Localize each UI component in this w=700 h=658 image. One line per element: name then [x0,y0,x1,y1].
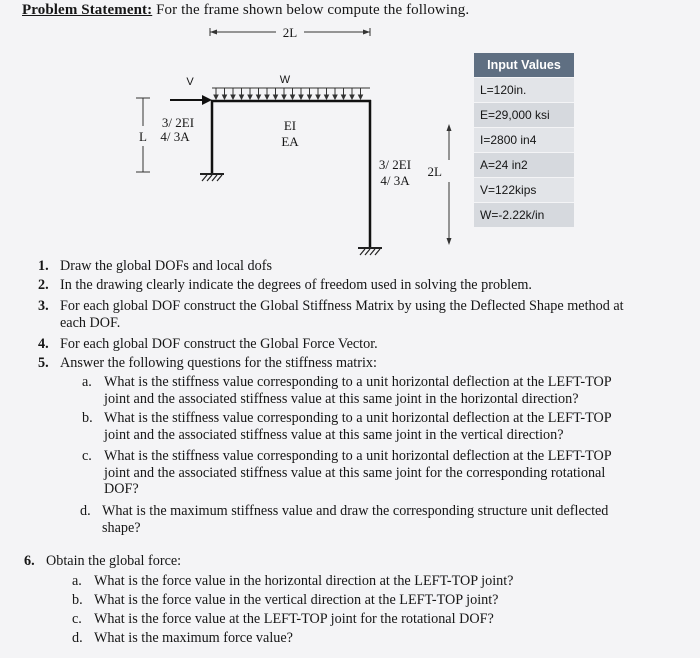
input-row-a: A=24 in2 [474,152,574,177]
question-6d: d. What is the maximum force value? [72,630,293,646]
load-arrow-head [257,95,261,99]
left-dimension-label: L [139,129,147,144]
load-arrow-head [248,95,252,99]
load-arrow-head [333,95,337,99]
question-6b: b. What is the force value in the vertical direction at the LEFT-TOP joint? [72,592,499,608]
load-arrow-head [316,95,320,99]
load-arrow-head [240,95,244,99]
load-arrow-head [265,95,269,99]
right-column-ei: 3/ 2EI [378,157,412,172]
question-5b: b. What is the stiffness value corresponding to a unit horizontal deflection at the LEFT-TOP joint and the associated stiffness value at this same joint in the vertical direction? [82,410,612,443]
question-2: 2. In the drawing clearly indicate the degrees of freedom used in solving the problem. [38,277,532,293]
right-column-ea: 4/ 3A [380,173,410,188]
load-arrow-head [325,95,329,99]
left-dimension [136,98,150,172]
beam-ei: EI [283,118,297,133]
question-5a: a. What is the stiffness value corresponding to a unit horizontal deflection at the LEFT-TOP joint and the associated stiffness value at this same joint in the horizontal direction? [82,374,612,407]
input-row-e: E=29,000 ksi [474,102,574,127]
beam-ea: EA [281,134,299,149]
problem-statement-text: For the frame shown below compute the following. [152,2,470,18]
load-arrow-head [274,95,278,99]
load-arrow-head [342,95,346,99]
load-arrow-head [282,95,286,99]
left-column-ei: 3/ 2EI [161,115,195,130]
right-fixed-support [358,248,382,255]
load-arrow-head [231,95,235,99]
question-5d: d. What is the maximum stiffness value and draw the corresponding structure unit deflected shape? [80,503,609,536]
input-row-l: L=120in. [474,77,574,102]
input-values-header: Input Values [474,53,574,77]
input-row-i: I=2800 in4 [474,127,574,152]
horizontal-load-v [170,76,212,105]
load-arrow-head [359,95,363,99]
load-arrow-head [214,95,218,99]
input-row-w: W=-2.22k/in [474,202,574,227]
load-arrow-head [291,95,295,99]
question-1: 1. Draw the global DOFs and local dofs [38,258,272,274]
frame-diagram [0,0,700,258]
load-arrow-head [350,95,354,99]
question-5c: c. What is the stiffness value corresponding to a unit horizontal deflection at the LEFT-TOP joint and the associated stiffness value at this same joint for the corresponding rotational DOF? [82,448,612,498]
question-6: 6. Obtain the global force: [24,553,182,569]
question-3: 3. For each global DOF construct the Global Stiffness Matrix by using the Deflected Shape method at each DOF. [38,298,624,331]
v-label: V [186,76,194,88]
input-values-table [474,53,574,227]
input-row-v: V=122kips [474,177,574,202]
question-4: 4. For each global DOF construct the Global Force Vector. [38,336,378,352]
top-dimension [210,25,370,40]
problem-statement-label: Problem Statement: [22,2,153,18]
question-5: 5. Answer the following questions for the stiffness matrix: [38,355,377,371]
question-6c: c. What is the force value at the LEFT-TOP joint for the rotational DOF? [72,611,494,627]
left-column-ea: 4/ 3A [160,129,190,144]
distributed-load-w [212,74,370,99]
load-arrow-head [299,95,303,99]
right-dimension [428,124,452,245]
w-label: W [279,74,291,86]
left-fixed-support [200,174,224,181]
question-6a: a. What is the force value in the horizontal direction at the LEFT-TOP joint? [72,573,514,589]
top-dimension-label: 2L [282,25,298,40]
load-arrow-head [308,95,312,99]
load-arrow-head [223,95,227,99]
right-dimension-label: 2L [427,164,442,179]
